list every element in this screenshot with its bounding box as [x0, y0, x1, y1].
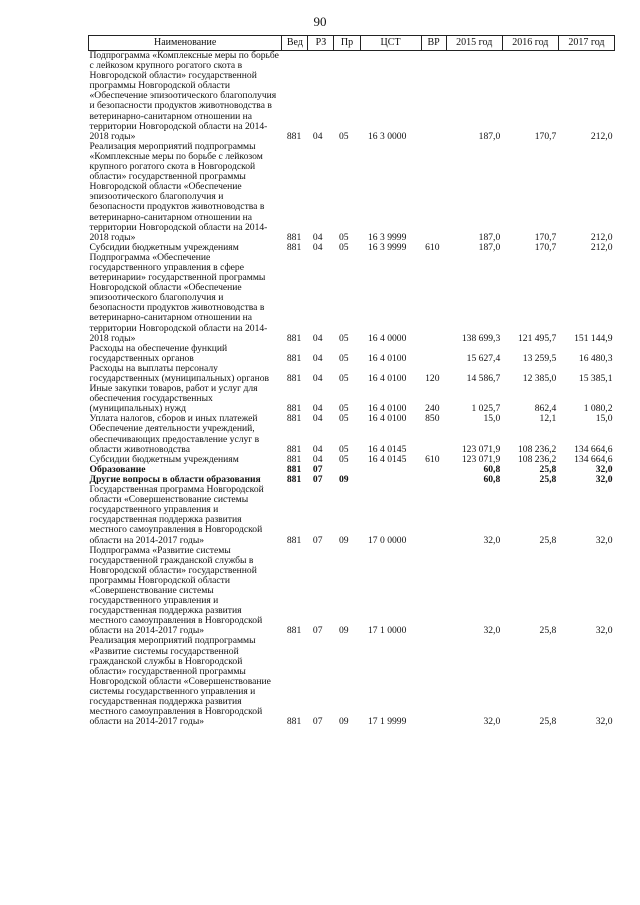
header-name: Наименование: [89, 36, 282, 51]
cell-ved: 881: [286, 463, 302, 475]
cell-2016: 25,8: [539, 463, 557, 475]
cell-vr: [421, 475, 446, 485]
cell-pr: 09: [338, 716, 349, 728]
cell-vr: [421, 253, 446, 344]
cell-2016: 121 495,7: [517, 332, 557, 344]
cell-rz: 04: [312, 443, 323, 455]
table-row: [89, 142, 615, 243]
cell-2016: 25,8: [539, 473, 557, 485]
cell-pr: 05: [338, 231, 349, 243]
cell-2015: 60,8: [483, 463, 501, 475]
table-row: [89, 344, 615, 364]
cell-name: Подпрограмма «Обеспечение государственного управления в сфере ветеринарии» государственной программы Новгородской области «Обеспечение эпизоотического благополучия и безопасности продуктов животноводства в ветеринарно-санитарном отношении на территории Новгородской области на 2014-2018 годы»: [89, 251, 268, 344]
cell-pr: 09: [338, 473, 349, 485]
table-row: [89, 424, 615, 454]
cell-name: Реализация мероприятий подпрограммы «Комплексные меры по борьбе с лейкозом крупного рогатого скота в Новгородской области» государственной программы Новгородской области «Обеспечение эпизоотического благополучия и безопасности продуктов животноводства в ветеринарно-санитарном отношении на территории Новгородской области на 2014-2018 годы»: [89, 140, 268, 243]
header-2015: 2015 год: [446, 36, 502, 51]
header-2017: 2017 год: [558, 36, 614, 51]
cell-cst: 16 4 0100: [368, 352, 407, 364]
cell-name: Образование: [89, 463, 146, 475]
cell-rz: 04: [312, 332, 323, 344]
cell-cst: 16 3 0000: [368, 130, 407, 142]
cell-2016: 862,4: [534, 403, 557, 415]
cell-ved: 881: [286, 443, 302, 455]
cell-rz: 07: [312, 473, 323, 485]
cell-ved: 881: [286, 473, 302, 485]
cell-2015: 15,0: [483, 413, 501, 425]
cell-ved: 881: [286, 413, 302, 425]
cell-2016: 25,8: [539, 716, 557, 728]
cell-cst: 16 4 0100: [368, 373, 407, 384]
cell-vr: 610: [425, 241, 440, 253]
cell-name: Обеспечение деятельности учреждений, обеспечивающих предоставление услуг в области животноводства: [89, 423, 260, 455]
cell-2017: 212,0: [590, 241, 613, 253]
cell-2015: 32,0: [483, 625, 501, 637]
cell-cst: [360, 475, 421, 485]
cell-2016: 13 259,5: [522, 352, 557, 364]
header-cst: ЦСТ: [360, 36, 421, 51]
header-pr: Пр: [334, 36, 360, 51]
cell-vr: [421, 424, 446, 454]
cell-name: Субсидии бюджетным учреждениям: [89, 453, 239, 465]
cell-name: Реализация мероприятий подпрограммы «Развитие системы государственной гражданской службы в Новгородской области» государственной программы Новгородской области «Совершенствование системы государственного управления и государственная поддержка развития местного самоуправления в Новгородской области на 2014-2017 годы»: [89, 635, 271, 728]
header-ved: Вед: [282, 36, 308, 51]
cell-cst: 17 0 0000: [368, 534, 407, 546]
cell-2015: 14 586,7: [466, 373, 501, 384]
budget-table: [88, 35, 615, 727]
cell-2017: 15 385,1: [578, 373, 613, 384]
cell-2015: 123 071,9: [461, 443, 501, 455]
cell-pr: 05: [338, 453, 349, 465]
cell-rz: 04: [312, 241, 323, 253]
header-rz: РЗ: [308, 36, 334, 51]
cell-2015: 32,0: [483, 716, 501, 728]
table-row: [89, 546, 615, 637]
cell-2015: 123 071,9: [461, 453, 501, 465]
cell-cst: 16 3 9999: [368, 241, 407, 253]
cell-ved: 881: [286, 231, 302, 243]
cell-ved: 881: [286, 403, 302, 415]
cell-2017: 32,0: [595, 716, 613, 728]
cell-rz: 07: [312, 534, 323, 546]
cell-2015: 187,0: [478, 231, 501, 243]
cell-name: Подпрограмма «Комплексные меры по борьбе с лейкозом крупного рогатого скота в Новгородской области» государственной программы Новгородской области «Обеспечение эпизоотического благополучия и безопасности продуктов животноводства в ветеринарно-санитарном отношении на территории Новгородской области на 2014-2018 годы»: [89, 50, 279, 142]
cell-vr: [421, 636, 446, 727]
cell-2017: 1 080,2: [583, 403, 613, 415]
table-row: [89, 364, 615, 384]
cell-cst: [360, 465, 421, 475]
cell-vr: [421, 485, 446, 546]
cell-pr: 09: [338, 625, 349, 637]
cell-ved: 881: [286, 534, 302, 546]
cell-name: Уплата налогов, сборов и иных платежей: [89, 413, 258, 425]
cell-2015: 138 699,3: [461, 332, 501, 344]
cell-ved: 881: [286, 716, 302, 728]
page-number: 90: [313, 14, 327, 29]
cell-cst: 16 4 0100: [368, 403, 407, 415]
cell-rz: 07: [312, 463, 323, 475]
cell-vr: 240: [425, 403, 440, 415]
table-row: [89, 636, 615, 727]
cell-vr: [421, 546, 446, 637]
cell-2016: 108 236,2: [517, 453, 557, 465]
cell-2017: 151 144,9: [574, 332, 613, 344]
cell-rz: 04: [312, 231, 323, 243]
cell-cst: 16 4 0145: [368, 443, 407, 455]
cell-vr: [421, 344, 446, 364]
cell-name: Подпрограмма «Развитие системы государственной гражданской службы в Новгородской области» государственной программы Новгородской области «Совершенствование системы государственного управления и государственная поддержка развития местного самоуправления в Новгородской области на 2014-2017 годы»: [89, 544, 263, 637]
cell-2017: 212,0: [590, 130, 613, 142]
cell-rz: 04: [312, 403, 323, 415]
cell-cst: 17 1 0000: [368, 625, 407, 637]
cell-2017: 32,0: [595, 534, 613, 546]
cell-vr: 120: [425, 373, 440, 384]
cell-ved: 881: [286, 352, 302, 364]
cell-pr: 05: [338, 373, 349, 384]
cell-2016: 170,7: [534, 231, 557, 243]
cell-pr: 09: [338, 534, 349, 546]
cell-2016: 25,8: [539, 625, 557, 637]
cell-2017: 32,0: [595, 473, 613, 485]
cell-rz: 04: [312, 413, 323, 425]
cell-2015: 187,0: [478, 241, 501, 253]
cell-2016: 108 236,2: [517, 443, 557, 455]
cell-2017: 16 480,3: [578, 352, 613, 364]
cell-2016: 170,7: [534, 241, 557, 253]
cell-2016: 12 385,0: [522, 373, 557, 384]
header-vr: ВР: [421, 36, 446, 51]
cell-cst: 17 1 9999: [368, 716, 407, 728]
table-body: [89, 51, 615, 728]
cell-2015: 187,0: [478, 130, 501, 142]
cell-name: Иные закупки товаров, работ и услуг для обеспечения государственных (муниципальных) нужд: [89, 383, 258, 415]
cell-vr: [421, 51, 446, 142]
cell-2016: 25,8: [539, 534, 557, 546]
cell-2017: 212,0: [590, 231, 613, 243]
cell-2015: 60,8: [483, 473, 501, 485]
cell-2017: 134 664,6: [574, 443, 613, 455]
cell-ved: 881: [286, 453, 302, 465]
cell-pr: 05: [338, 332, 349, 344]
cell-2015: 32,0: [483, 534, 501, 546]
cell-name: Расходы на выплаты персоналу государственных (муниципальных) органов: [89, 362, 270, 384]
cell-pr: 05: [338, 352, 349, 364]
cell-rz: 04: [312, 453, 323, 465]
cell-name: Другие вопросы в области образования: [89, 473, 261, 485]
cell-rz: 04: [312, 373, 323, 384]
cell-rz: 04: [312, 352, 323, 364]
cell-ved: 881: [286, 130, 302, 142]
cell-vr: [421, 142, 446, 243]
cell-pr: 05: [338, 443, 349, 455]
cell-rz: 07: [312, 625, 323, 637]
cell-2016: 170,7: [534, 130, 557, 142]
cell-rz: 07: [312, 716, 323, 728]
cell-name: Расходы на обеспечение функций государственных органов: [89, 342, 228, 364]
cell-2015: 15 627,4: [466, 352, 501, 364]
cell-pr: 05: [338, 241, 349, 253]
cell-name: Субсидии бюджетным учреждениям: [89, 241, 239, 253]
cell-ved: 881: [286, 373, 302, 384]
table-row: [89, 384, 615, 414]
cell-rz: 04: [312, 130, 323, 142]
cell-vr: 610: [425, 453, 440, 465]
cell-vr: 850: [425, 413, 440, 425]
cell-cst: 16 4 0145: [368, 453, 407, 465]
header-2016: 2016 год: [502, 36, 558, 51]
cell-pr: 05: [338, 130, 349, 142]
cell-cst: 16 4 0000: [368, 332, 407, 344]
cell-name: Государственная программа Новгородской области «Совершенствование системы государственного управления и государственная поддержка развития местного самоуправления в Новгородской области на 2014-2017 годы»: [89, 484, 264, 546]
cell-pr: 05: [338, 403, 349, 415]
table-row: [89, 51, 615, 142]
cell-ved: 881: [286, 241, 302, 253]
table-row: [89, 253, 615, 344]
cell-pr: 05: [338, 413, 349, 425]
cell-2015: 1 025,7: [471, 403, 501, 415]
table-row: [89, 485, 615, 546]
cell-2017: 32,0: [595, 625, 613, 637]
cell-2017: 32,0: [595, 463, 613, 475]
cell-2017: 15,0: [595, 413, 613, 425]
table-row: [89, 455, 615, 465]
cell-2017: 134 664,6: [574, 453, 613, 465]
cell-cst: 16 3 9999: [368, 231, 407, 243]
cell-ved: 881: [286, 625, 302, 637]
cell-vr: [421, 465, 446, 475]
cell-2016: 12,1: [539, 413, 557, 425]
cell-cst: 16 4 0100: [368, 413, 407, 425]
cell-ved: 881: [286, 332, 302, 344]
table-header-row: [89, 36, 615, 51]
